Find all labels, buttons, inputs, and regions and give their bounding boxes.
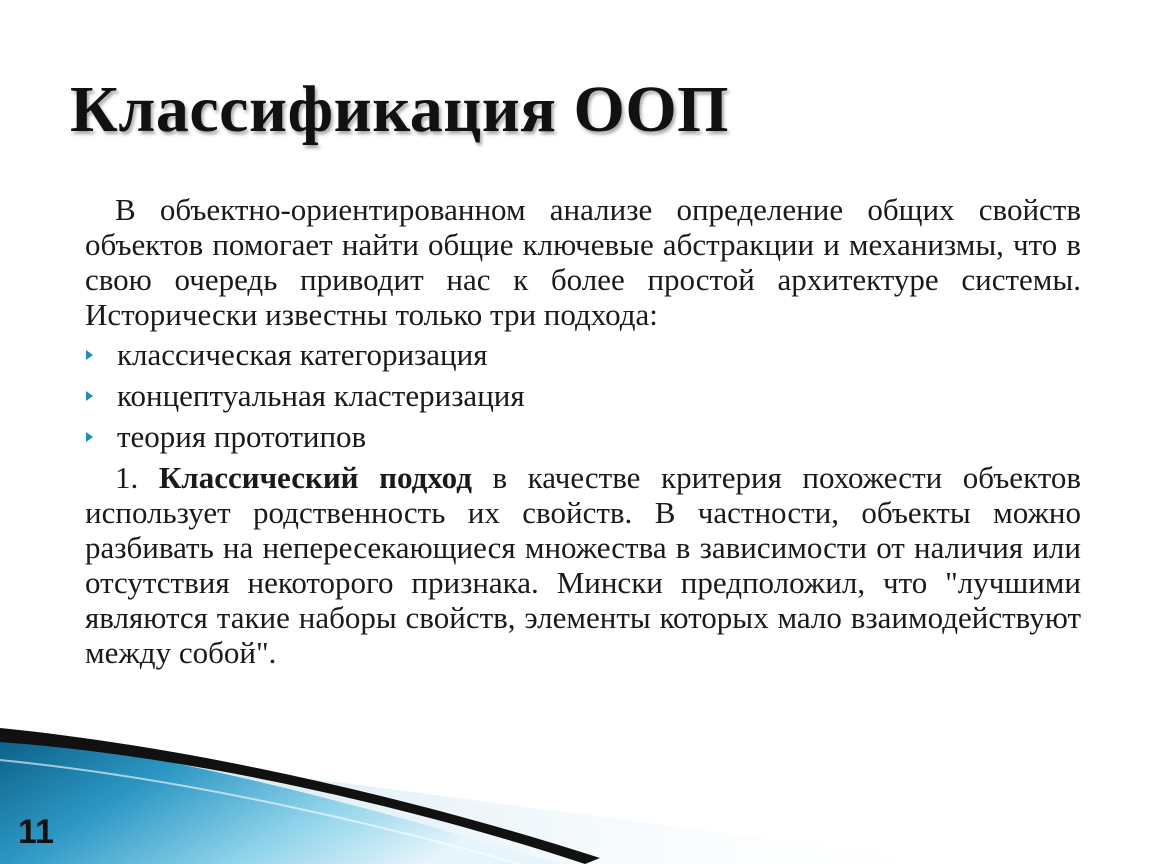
- approaches-list: [85, 337, 1081, 454]
- slide-number: 11: [18, 813, 54, 851]
- triangle-bullet-icon: [86, 432, 93, 442]
- slide-body: [85, 192, 1081, 670]
- list-item: [85, 419, 1081, 454]
- point-text: в качестве критерия похожести объектов использует родственность их свойств. В частности, объекты можно разбивать на непересекающиеся множества в зависимости от наличия или отсутствия некоторого признака. Мински предположил, что "лучшими являются такие наборы свойств, элементы которых мало взаимодействуют между собой".: [85, 460, 1081, 670]
- wave-blue-band: [0, 735, 560, 864]
- list-item-text: концептуальная кластеризация: [117, 378, 525, 413]
- point-heading: Классический подход: [158, 460, 472, 495]
- list-item: [85, 378, 1081, 413]
- triangle-bullet-icon: [86, 350, 93, 360]
- list-item-text: теория прототипов: [117, 419, 367, 454]
- point-number: 1.: [115, 460, 139, 495]
- classic-approach-paragraph: [85, 460, 1081, 670]
- list-item: [85, 337, 1081, 372]
- slide-title: Классификация ООП: [70, 73, 729, 146]
- intro-paragraph: В объектно-ориентированном анализе определение общих свойств объектов помогает найти общие ключевые абстракции и механизмы, что в свою очередь приводит нас к более простой архитектуре системы. Исторически известны только три подхода:: [85, 192, 1081, 332]
- triangle-bullet-icon: [86, 391, 93, 401]
- list-item-text: классическая категоризация: [117, 337, 488, 372]
